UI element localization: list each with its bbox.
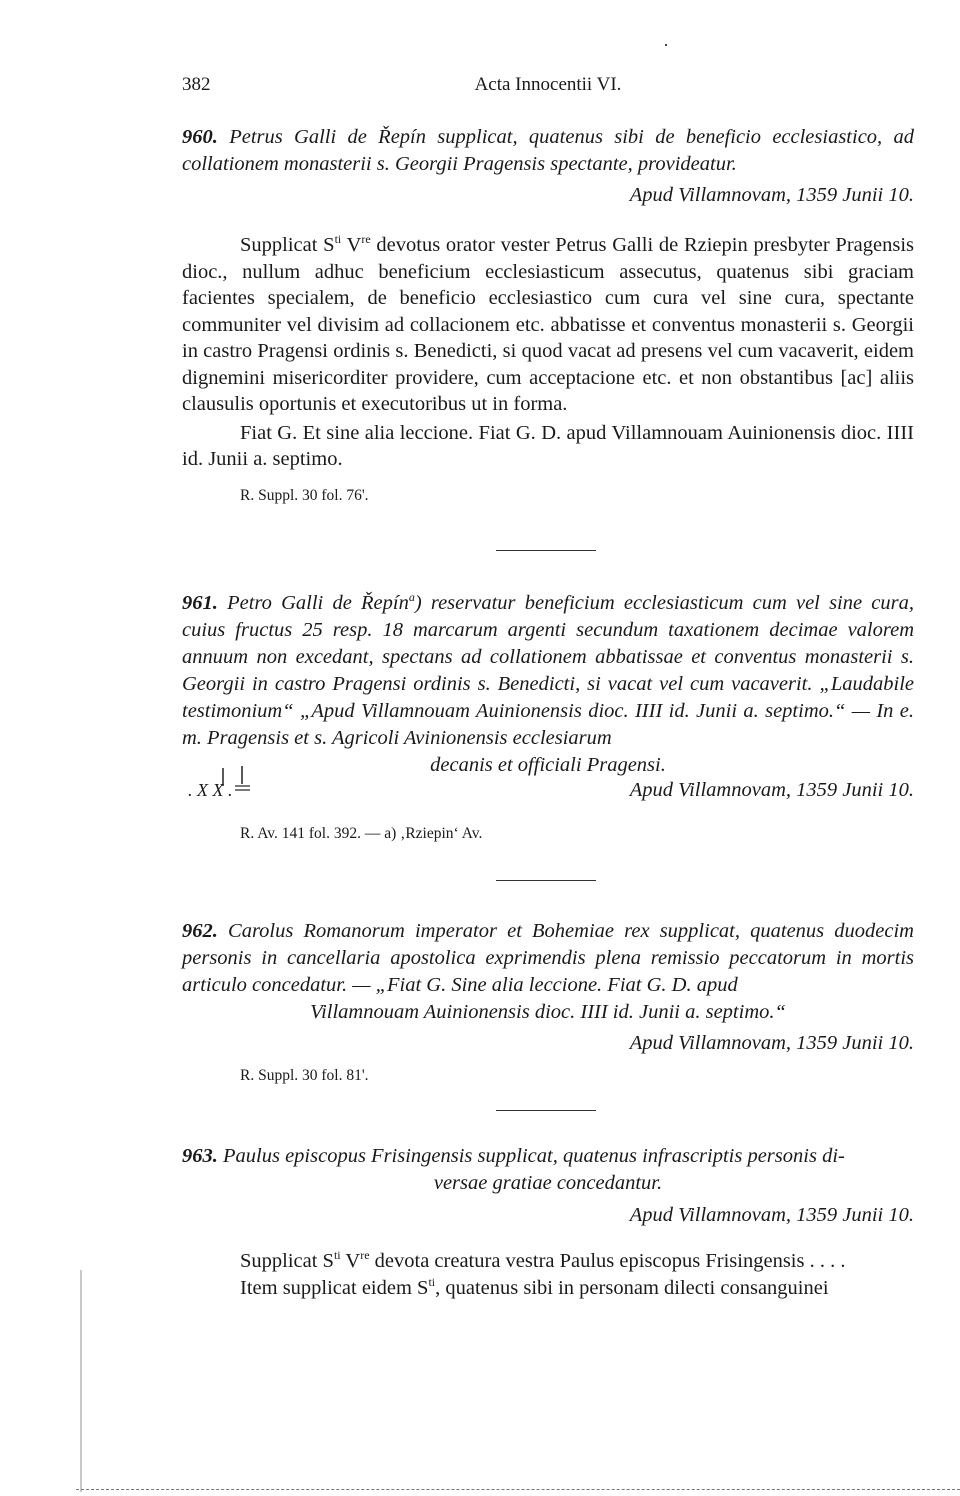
separator-rule bbox=[496, 880, 596, 881]
body-text: Supplicat S bbox=[240, 234, 335, 256]
superscript: re bbox=[360, 1248, 370, 1263]
entry-962-source: R. Suppl. 30 fol. 81'. bbox=[240, 1067, 369, 1084]
entry-961-summary-text: Petro Galli de Řepín bbox=[227, 592, 409, 614]
entry-962-summary bbox=[182, 918, 914, 999]
footnote-mark: a bbox=[408, 590, 415, 605]
body-text: , quatenus sibi in personam dilecti consanguinei bbox=[435, 1276, 829, 1299]
entry-961-addressees: decanis et officiali Pragensi. bbox=[430, 754, 666, 776]
scan-bottom-edge bbox=[76, 1489, 960, 1490]
entry-962-number: 962. bbox=[182, 920, 218, 942]
entry-960 bbox=[182, 124, 914, 207]
separator-rule bbox=[496, 1110, 596, 1111]
notation-text: . X X . bbox=[188, 780, 233, 800]
scan-margin-line bbox=[80, 1270, 82, 1492]
superscript: re bbox=[361, 232, 371, 247]
entry-962-summary-text: Carolus Romanorum imperator et Bohemiae rex supplicat, quatenus duodecim personis in cancellaria apostolica exprimendis plena remissio peccatorum in mortis articulo concedatur. — „Fiat G. Sine alia leccione. Fiat G. D. apud bbox=[182, 920, 914, 996]
entry-963-body bbox=[182, 1248, 914, 1301]
body-text: V bbox=[340, 1250, 361, 1272]
entry-963-summary-text: Paulus episcopus Frisingensis supplicat, quatenus infrascriptis personis di- bbox=[223, 1145, 845, 1167]
entry-960-summary-text: Petrus Galli de Řepín supplicat, quatenus sibi de beneficio ecclesiastico, ad collationem monasterii s. Georgii Pragensis spectante, provideatur. bbox=[182, 126, 914, 175]
entry-963-body-line-1 bbox=[182, 1248, 914, 1275]
entry-963-body-line-2 bbox=[182, 1275, 914, 1302]
entry-962-summary-end: Villamnouam Auinionensis dioc. IIII id. Junii a. septimo.“ bbox=[310, 1001, 786, 1023]
entry-961-source: R. Av. 141 fol. 392. — a) ‚Rziepin‘ Av. bbox=[240, 825, 483, 842]
entry-960-source: R. Suppl. 30 fol. 76'. bbox=[240, 486, 369, 504]
superscript: ti bbox=[428, 1274, 436, 1289]
entry-960-number: 960. bbox=[182, 126, 218, 148]
running-title: Acta Innocentii VI. bbox=[474, 74, 622, 95]
page-header bbox=[182, 74, 914, 102]
entry-962-date: Apud Villamnovam, 1359 Junii 10. bbox=[629, 1032, 914, 1054]
entry-963-summary-end: versae gratiae concedantur. bbox=[433, 1172, 663, 1194]
entry-961-source-block bbox=[240, 825, 740, 843]
body-text: Item supplicat eidem S bbox=[240, 1276, 429, 1299]
entry-962 bbox=[182, 918, 914, 1055]
body-text: devota creatura vestra Paulus episcopus Frisingensis . . . . bbox=[369, 1250, 846, 1272]
entry-961-date: Apud Villamnovam, 1359 Junii 10. bbox=[629, 779, 914, 801]
entry-960-body-paragraph-1 bbox=[182, 232, 914, 418]
superscript: ti bbox=[334, 232, 342, 247]
entry-962-source-block bbox=[240, 1067, 740, 1085]
superscript: ti bbox=[333, 1248, 341, 1263]
entry-963-summary bbox=[182, 1143, 914, 1170]
speck-mark bbox=[665, 44, 667, 46]
entry-963-date: Apud Villamnovam, 1359 Junii 10. bbox=[629, 1204, 914, 1226]
entry-961-date-block bbox=[182, 779, 914, 802]
body-text: devotus orator vester Petrus Galli de Rziepin presbyter Pragensis dioc., nullum adhuc beneficium ecclesiasticum assecutus, quatenus sibi graciam facientes specialem, de beneficio ecclesiastico cum cura vel sine cura, spectante communiter vel divisim ad collacionem etc. abbatisse et conventus monasterii s. Georgii in castro Pragensi ordinis s. Benedicti, si quod vacat ad presens vel cum vacaverit, eidem dignemini misericorditer providere, cum acceptacione etc. et non obstantibus [ac] aliis clausulis oportunis et executoribus ut in forma. bbox=[182, 234, 915, 415]
entry-961-summary-text: ) reservatur beneficium ecclesiasticum cum vel sine cura, cuius fructus 25 resp. 18 marcarum argenti secundum taxationem decimae valorem annuum non excedant, spectans ad collationem abbatissae et conventus monasterii s. Georgii in castro Pragensi ordinis s. Benedicti, si vacat vel cum vacaverit. „Laudabile testimonium“ „Apud Villamnouam Auinionensis dioc. IIII id. Junii a. septimo.“ — In e. m. Pragensis et s. Agricoli Avinionensis ecclesiarum bbox=[182, 592, 915, 749]
entry-963-number: 963. bbox=[182, 1145, 218, 1167]
page-number: 382 bbox=[182, 74, 211, 95]
entry-960-body-paragraph-2: Fiat G. Et sine alia leccione. Fiat G. D. apud Villamnouam Auinionensis dioc. IIII id. Junii a. septimo. bbox=[182, 421, 914, 470]
body-text: V bbox=[341, 234, 362, 256]
separator-rule bbox=[496, 550, 596, 551]
entry-961-number: 961. bbox=[182, 592, 218, 614]
entry-960-body bbox=[182, 232, 914, 505]
entry-961-summary bbox=[182, 590, 914, 752]
entry-963 bbox=[182, 1143, 914, 1227]
body-text: Supplicat S bbox=[240, 1250, 334, 1272]
entry-960-date: Apud Villamnovam, 1359 Junii 10. bbox=[629, 184, 914, 206]
entry-960-summary bbox=[182, 124, 914, 178]
entry-961 bbox=[182, 590, 914, 779]
